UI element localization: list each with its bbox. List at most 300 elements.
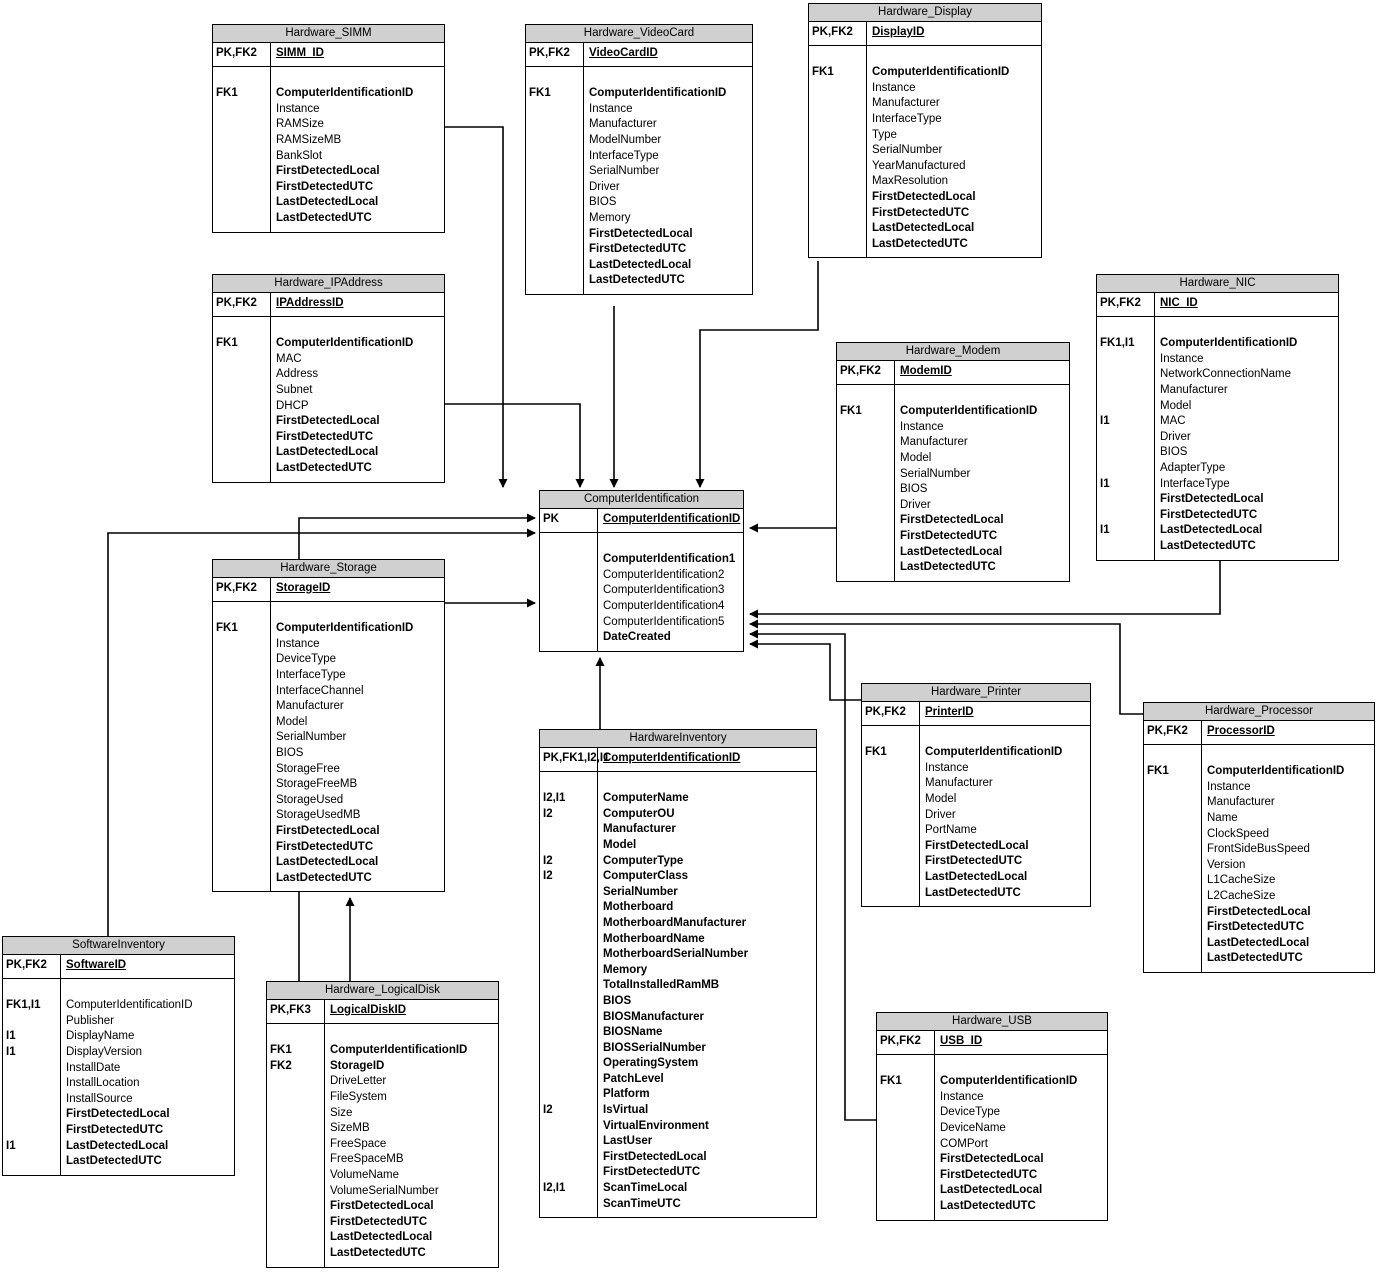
attribute-text: PK,FK2 <box>880 1035 921 1047</box>
attribute-text: LogicalDiskID <box>330 1004 407 1016</box>
key-cell <box>1100 492 1151 508</box>
key-cell: I2 <box>543 807 553 820</box>
attribute-cell: FirstDetectedLocal <box>66 1108 170 1121</box>
entity-hardware_ipaddress[interactable] <box>212 274 445 483</box>
key-cell <box>880 1137 931 1153</box>
attribute-cell: PortName <box>925 824 977 837</box>
key-cell <box>865 761 916 777</box>
attribute-cell: FirstDetectedLocal <box>276 165 380 178</box>
key-cell <box>543 947 594 963</box>
key-cell <box>543 1165 594 1181</box>
attribute-cell: Platform <box>603 1088 650 1101</box>
attribute-cell: StorageUsed <box>276 793 344 806</box>
key-cell <box>270 1121 321 1137</box>
key-cell <box>880 1199 931 1215</box>
entity-title: Hardware_Processor <box>1144 703 1374 721</box>
attribute-cell: Instance <box>940 1090 984 1103</box>
attribute-cell: Instance <box>872 81 916 94</box>
attribute-column <box>584 67 752 294</box>
attribute-text: SoftwareID <box>66 959 127 971</box>
key-cell <box>1100 461 1151 477</box>
key-cell <box>216 102 267 118</box>
key-cell <box>865 854 916 870</box>
attribute-cell: InterfaceType <box>872 112 942 125</box>
attribute-cell: BIOS <box>900 483 928 496</box>
attribute-cell: MotherboardSerialNumber <box>603 948 749 961</box>
attribute-cell: Driver <box>589 180 620 193</box>
pk-key-column <box>540 509 598 532</box>
attribute-column <box>271 602 444 892</box>
key-cell: FK1 <box>840 405 862 418</box>
attribute-cell: LastDetectedLocal <box>330 1231 433 1244</box>
attribute-cell: ComputerIdentificationID <box>276 337 414 350</box>
attribute-cell: Memory <box>603 963 648 976</box>
pk-attribute-column <box>598 509 744 532</box>
attribute-column <box>325 1024 498 1267</box>
attribute-cell: FirstDetectedUTC <box>66 1123 164 1136</box>
entity-hardware_printer[interactable] <box>861 683 1091 907</box>
attribute-cell: LastDetectedLocal <box>589 258 692 271</box>
key-cell <box>216 746 267 762</box>
attribute-cell: LastDetectedUTC <box>900 561 996 574</box>
attribute-cell: FirstDetectedLocal <box>603 1150 707 1163</box>
attribute-cell: Model <box>276 715 308 728</box>
key-cell <box>6 1092 57 1108</box>
key-cell <box>840 529 891 545</box>
attribute-cell: LastDetectedLocal <box>925 870 1028 883</box>
key-cell <box>543 615 594 631</box>
attribute-cell: SizeMB <box>330 1122 370 1135</box>
key-cell <box>270 1230 321 1246</box>
attribute-text: PK,FK2 <box>1100 297 1141 309</box>
key-column <box>526 67 584 294</box>
key-cell: FK1,I1 <box>6 999 41 1012</box>
key-cell: FK1 <box>270 1044 292 1057</box>
attribute-cell: InstallSource <box>66 1092 133 1105</box>
attribute-column <box>1155 317 1338 560</box>
entity-title: Hardware_Storage <box>213 560 444 578</box>
entity-title: Hardware_Modem <box>837 343 1069 361</box>
key-cell <box>840 545 891 561</box>
attribute-column <box>935 1055 1107 1220</box>
attribute-cell: Motherboard <box>603 901 674 914</box>
attribute-cell: NetworkConnectionName <box>1160 368 1292 381</box>
attribute-text: ProcessorID <box>1207 725 1275 737</box>
key-cell: I2,I1 <box>543 792 566 805</box>
attribute-text: NIC_ID <box>1160 297 1198 309</box>
key-column <box>862 726 920 907</box>
key-cell <box>880 1121 931 1137</box>
key-cell <box>543 552 594 568</box>
key-cell: I1 <box>6 1045 16 1058</box>
pk-attribute-column <box>61 955 234 978</box>
attribute-cell: InstallLocation <box>66 1077 140 1090</box>
attribute-cell: LastDetectedUTC <box>276 871 372 884</box>
attribute-cell: RAMSize <box>276 118 324 131</box>
key-cell <box>812 237 863 253</box>
key-cell <box>812 174 863 190</box>
attribute-text: PK,FK2 <box>216 47 257 59</box>
key-cell <box>840 435 891 451</box>
key-cell <box>216 730 267 746</box>
key-cell: I2 <box>543 854 553 867</box>
key-cell: I2,I1 <box>543 1182 566 1195</box>
key-cell <box>543 963 594 979</box>
key-cell <box>543 583 594 599</box>
attribute-cell: SerialNumber <box>872 144 943 157</box>
key-cell <box>270 1074 321 1090</box>
key-cell <box>216 430 267 446</box>
key-cell <box>543 932 594 948</box>
pk-key-column <box>877 1031 935 1054</box>
attribute-text: SIMM_ID <box>276 47 324 59</box>
attribute-cell: L1CacheSize <box>1207 874 1276 887</box>
attribute-cell: LastDetectedLocal <box>872 222 975 235</box>
attribute-cell: Size <box>330 1106 353 1119</box>
attribute-cell: FirstDetectedUTC <box>1207 921 1305 934</box>
attribute-cell: VolumeName <box>330 1168 400 1181</box>
key-cell <box>216 133 267 149</box>
attribute-column <box>61 979 234 1175</box>
attribute-cell: Type <box>872 128 897 141</box>
attribute-cell: ScanTimeUTC <box>603 1197 681 1210</box>
key-cell <box>880 1090 931 1106</box>
attribute-cell: FileSystem <box>330 1090 387 1103</box>
attribute-text: PK <box>543 513 559 525</box>
entity-hardware_display[interactable] <box>808 3 1042 258</box>
key-cell: I2 <box>543 870 553 883</box>
attribute-cell: LastDetectedLocal <box>276 196 379 209</box>
attribute-cell: FirstDetectedLocal <box>1160 493 1264 506</box>
attribute-cell: FirstDetectedUTC <box>330 1215 428 1228</box>
attribute-cell: AdapterType <box>1160 461 1226 474</box>
pk-key-column <box>3 955 61 978</box>
attribute-cell: Publisher <box>66 1014 114 1027</box>
key-cell: I1 <box>6 1139 16 1152</box>
key-cell <box>216 461 267 477</box>
attribute-cell: VolumeSerialNumber <box>330 1184 439 1197</box>
pk-attribute-column <box>935 1031 1107 1054</box>
attribute-cell: L2CacheSize <box>1207 889 1276 902</box>
attribute-cell: SerialNumber <box>589 165 660 178</box>
key-cell: I1 <box>1100 415 1110 428</box>
attribute-cell: ScanTimeLocal <box>603 1182 688 1195</box>
key-cell <box>1147 920 1198 936</box>
key-cell <box>543 1025 594 1041</box>
key-cell: FK1 <box>1147 765 1169 778</box>
key-cell <box>1147 842 1198 858</box>
attribute-cell: VirtualEnvironment <box>603 1119 709 1132</box>
attribute-cell: ComputerIdentificationID <box>66 999 193 1012</box>
pk-key-column <box>213 578 271 601</box>
key-cell <box>216 383 267 399</box>
key-cell <box>543 1041 594 1057</box>
key-cell <box>1147 811 1198 827</box>
attribute-cell: FirstDetectedUTC <box>925 855 1023 868</box>
attribute-cell: BIOSSerialNumber <box>603 1041 706 1054</box>
attribute-cell: Instance <box>1160 352 1204 365</box>
key-cell <box>216 652 267 668</box>
key-cell <box>543 994 594 1010</box>
attribute-text: PK,FK2 <box>865 706 906 718</box>
key-cell <box>6 1123 57 1139</box>
attribute-cell: FirstDetectedLocal <box>1207 905 1311 918</box>
attribute-cell: StorageUsedMB <box>276 809 361 822</box>
attribute-cell: DHCP <box>276 399 309 412</box>
key-cell <box>1147 827 1198 843</box>
key-cell <box>865 870 916 886</box>
attribute-cell: DisplayName <box>66 1030 135 1043</box>
attribute-cell: RAMSizeMB <box>276 133 342 146</box>
key-cell <box>543 885 594 901</box>
key-cell <box>216 762 267 778</box>
attribute-cell: BIOSManufacturer <box>603 1010 704 1023</box>
pk-key-column <box>213 293 271 316</box>
key-cell <box>216 793 267 809</box>
attribute-cell: OperatingSystem <box>603 1057 699 1070</box>
entity-title: Hardware_SIMM <box>213 25 444 43</box>
key-cell <box>529 258 580 274</box>
pk-key-column <box>540 748 610 771</box>
attribute-cell: Manufacturer <box>872 97 940 110</box>
key-cell <box>543 1119 594 1135</box>
attribute-cell: BIOS <box>589 196 617 209</box>
key-cell <box>865 839 916 855</box>
attribute-cell: SerialNumber <box>276 731 347 744</box>
attribute-cell: Manufacturer <box>603 823 676 836</box>
key-cell: FK2 <box>270 1059 292 1072</box>
attribute-cell: TotalInstalledRamMB <box>603 979 720 992</box>
attribute-cell: Version <box>1207 858 1246 871</box>
attribute-cell: LastDetectedUTC <box>925 886 1021 899</box>
attribute-text: PK,FK1,I2,I1 <box>543 752 610 764</box>
attribute-cell: FirstDetectedLocal <box>276 824 380 837</box>
attribute-cell: DeviceType <box>276 653 337 666</box>
attribute-cell: IsVirtual <box>603 1104 649 1117</box>
entity-softwareinventory[interactable] <box>2 936 235 1176</box>
entity-title: ComputerIdentification <box>540 491 743 509</box>
attribute-cell: ComputerIdentification4 <box>603 599 725 612</box>
key-cell <box>1147 858 1198 874</box>
key-cell: I2 <box>543 1104 553 1117</box>
attribute-cell: ComputerIdentificationID <box>330 1044 468 1057</box>
key-cell <box>543 1150 594 1166</box>
entity-hardware_nic[interactable] <box>1096 274 1339 561</box>
key-cell: I1 <box>1100 524 1110 537</box>
pk-attribute-column <box>325 1000 498 1023</box>
attribute-cell: Model <box>603 838 637 851</box>
key-cell <box>543 916 594 932</box>
entity-title: Hardware_NIC <box>1097 275 1338 293</box>
key-column <box>540 772 598 1218</box>
key-cell <box>812 190 863 206</box>
key-cell <box>543 838 594 854</box>
key-cell <box>529 227 580 243</box>
entity-hardware_storage[interactable] <box>212 559 445 892</box>
attribute-cell: ClockSpeed <box>1207 827 1270 840</box>
key-cell <box>812 206 863 222</box>
key-cell <box>270 1184 321 1200</box>
key-cell <box>812 96 863 112</box>
key-cell <box>216 668 267 684</box>
key-cell <box>529 273 580 289</box>
attribute-cell: Manufacturer <box>925 777 993 790</box>
pk-attribute-column <box>598 748 816 771</box>
key-cell <box>543 900 594 916</box>
key-cell <box>1100 539 1151 555</box>
attribute-cell: StorageID <box>330 1059 385 1072</box>
pk-key-column <box>837 361 895 384</box>
key-cell <box>270 1199 321 1215</box>
key-cell <box>543 1087 594 1103</box>
attribute-column <box>1202 745 1374 972</box>
attribute-cell: StorageFreeMB <box>276 778 358 791</box>
key-cell <box>865 808 916 824</box>
key-cell <box>543 1072 594 1088</box>
key-cell <box>529 117 580 133</box>
key-cell <box>840 560 891 576</box>
entity-title: Hardware_Display <box>809 4 1041 22</box>
attribute-cell: FirstDetectedLocal <box>330 1200 434 1213</box>
key-cell <box>529 242 580 258</box>
attribute-cell: ComputerIdentificationID <box>1207 765 1345 778</box>
attribute-text: ComputerIdentificationID <box>603 513 741 525</box>
attribute-cell: ComputerIdentification2 <box>603 568 725 581</box>
key-cell <box>543 599 594 615</box>
attribute-cell: ComputerIdentification3 <box>603 584 725 597</box>
attribute-cell: LastDetectedLocal <box>900 545 1003 558</box>
attribute-cell: FirstDetectedUTC <box>589 243 687 256</box>
attribute-cell: InterfaceType <box>276 668 346 681</box>
key-cell <box>812 159 863 175</box>
attribute-cell: Memory <box>589 211 631 224</box>
key-cell <box>216 684 267 700</box>
key-cell <box>216 117 267 133</box>
attribute-cell: LastUser <box>603 1135 653 1148</box>
key-cell <box>529 211 580 227</box>
attribute-cell: InterfaceType <box>589 149 659 162</box>
key-cell <box>216 715 267 731</box>
attribute-cell: Name <box>1207 811 1238 824</box>
key-cell <box>216 164 267 180</box>
attribute-cell: ComputerIdentification1 <box>603 553 736 566</box>
attribute-text: PK,FK2 <box>1147 725 1188 737</box>
attribute-text: ComputerIdentificationID <box>603 752 741 764</box>
key-cell <box>865 886 916 902</box>
key-cell <box>529 102 580 118</box>
entity-hardwareinventory[interactable] <box>539 729 817 1218</box>
attribute-cell: LastDetectedUTC <box>940 1199 1036 1212</box>
pk-key-column <box>1144 721 1202 744</box>
key-column <box>267 1024 325 1267</box>
entity-hardware_processor[interactable] <box>1143 702 1375 973</box>
attribute-text: ModemID <box>900 365 952 377</box>
attribute-cell: Manufacturer <box>1207 796 1275 809</box>
attribute-cell: FirstDetectedUTC <box>276 430 374 443</box>
attribute-cell: Instance <box>900 420 944 433</box>
entity-computeridentification[interactable] <box>539 490 744 652</box>
key-cell: FK1 <box>216 337 238 350</box>
attribute-column <box>895 385 1069 581</box>
key-cell: FK1 <box>216 622 238 635</box>
entity-hardware_logicaldisk[interactable] <box>266 981 499 1268</box>
attribute-cell: DeviceName <box>940 1121 1006 1134</box>
attribute-cell: FirstDetectedLocal <box>276 415 380 428</box>
entity-title: Hardware_LogicalDisk <box>267 982 498 1000</box>
entity-hardware_videocard[interactable] <box>525 24 753 295</box>
attribute-cell: LastDetectedLocal <box>276 446 379 459</box>
entity-hardware_modem[interactable] <box>836 342 1070 582</box>
key-cell <box>6 1076 57 1092</box>
key-cell <box>216 149 267 165</box>
key-cell <box>6 1107 57 1123</box>
attribute-cell: Manufacturer <box>900 436 968 449</box>
key-cell <box>1100 367 1151 383</box>
attribute-cell: ComputerName <box>603 792 689 805</box>
attribute-cell: ComputerIdentificationID <box>276 87 414 100</box>
key-column <box>213 317 271 482</box>
attribute-text: DisplayID <box>872 26 925 38</box>
key-cell: FK1 <box>529 87 551 100</box>
attribute-cell: FirstDetectedLocal <box>872 190 976 203</box>
attribute-cell: ComputerType <box>603 854 684 867</box>
key-cell <box>812 128 863 144</box>
attribute-column <box>920 726 1090 907</box>
entity-title: Hardware_USB <box>877 1013 1107 1031</box>
key-column <box>877 1055 935 1220</box>
attribute-cell: DisplayVersion <box>66 1045 143 1058</box>
attribute-cell: StorageFree <box>276 762 340 775</box>
attribute-text: PK,FK2 <box>812 26 853 38</box>
key-cell <box>1100 508 1151 524</box>
attribute-cell: BIOS <box>276 746 304 759</box>
key-cell <box>1147 889 1198 905</box>
key-cell <box>270 1168 321 1184</box>
key-cell <box>216 699 267 715</box>
attribute-text: PK,FK2 <box>840 365 881 377</box>
attribute-text: PK,FK2 <box>529 47 570 59</box>
attribute-cell: BIOSName <box>603 1026 663 1039</box>
entity-hardware_usb[interactable] <box>876 1012 1108 1221</box>
attribute-text: StorageID <box>276 582 331 594</box>
attribute-cell: ComputerIdentificationID <box>872 66 1010 79</box>
key-column <box>3 979 61 1175</box>
key-cell <box>1147 795 1198 811</box>
key-cell <box>270 1137 321 1153</box>
key-cell <box>840 467 891 483</box>
attribute-cell: MaxResolution <box>872 175 949 188</box>
entity-hardware_simm[interactable] <box>212 24 445 233</box>
key-cell <box>1100 352 1151 368</box>
pk-key-column <box>1097 293 1155 316</box>
key-column <box>213 67 271 232</box>
key-cell <box>865 823 916 839</box>
key-cell <box>270 1152 321 1168</box>
key-column <box>1097 317 1155 560</box>
attribute-cell: FirstDetectedLocal <box>900 514 1004 527</box>
pk-attribute-column <box>895 361 1069 384</box>
key-cell <box>812 81 863 97</box>
pk-attribute-column <box>920 702 1090 725</box>
attribute-cell: ComputerIdentificationID <box>1160 337 1298 350</box>
attribute-cell: LastDetectedUTC <box>589 274 685 287</box>
attribute-cell: LastDetectedLocal <box>1207 936 1310 949</box>
attribute-cell: FirstDetectedUTC <box>276 180 374 193</box>
attribute-cell: PatchLevel <box>603 1072 664 1085</box>
key-cell <box>216 211 267 227</box>
pk-attribute-column <box>271 578 444 601</box>
attribute-cell: Driver <box>925 808 956 821</box>
